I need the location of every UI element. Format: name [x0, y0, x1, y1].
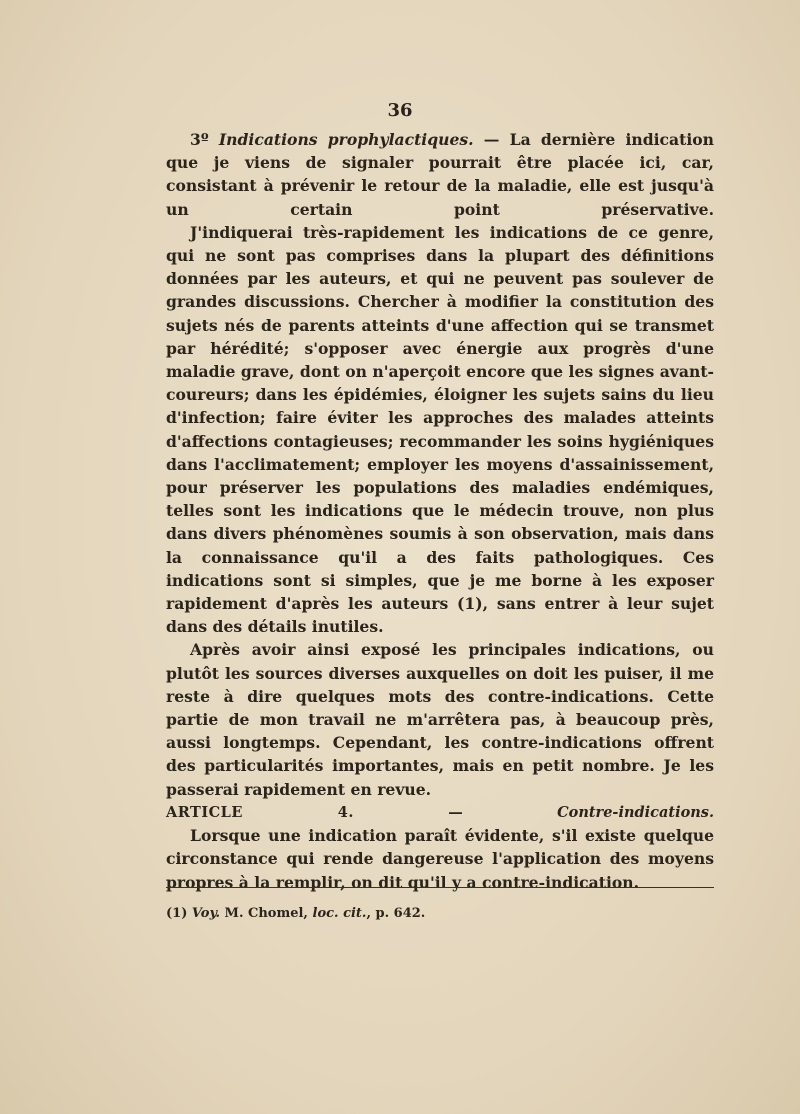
- footnote-page: , p. 642.: [366, 906, 426, 921]
- footnote-marker: (1): [166, 906, 192, 921]
- article-label: ARTICLE 4.: [166, 803, 354, 821]
- paragraph-contraindication: Lorsque une indication paraît évidente, s'il existe quelque circonstance qui rende dangereuse l'application des moyens propres à la remplir, on dit qu'il y a contre-indication.: [166, 826, 714, 892]
- section-number: 3º: [190, 130, 219, 149]
- paragraph-indications: J'indiquerai très-rapidement les indications de ce genre, qui ne sont pas comprises dans la plupart des définitions données par les auteurs, et qui ne peuvent pas soulever de grandes discussions. Chercher à modifier la constitution des sujets nés de parents atteints d'une affection qui se transmet par hérédité; s'opposer avec énergie aux progrès d'une maladie grave, dont on n'aperçoit encore que les signes avant-coureurs; dans les épidémies, éloigner les sujets sains du lieu d'infection; faire éviter les approches des malades atteints d'affections contagieuses; recommander les soins hygiéniques dans l'acclimatement; employer les moyens d'assainissement, pour préserver les populations des maladies endémiques, telles sont les indications que le médecin trouve, non plus dans divers phénomènes soumis à son observation, mais dans la connaissance qu'il a des faits pathologiques. Ces indications sont si simples, que je me borne à les exposer rapidement d'après les auteurs (1), sans entrer à leur sujet dans des détails inutiles.: [166, 222, 714, 637]
- body-text: [166, 128, 714, 894]
- section-title: Indications prophylactiques.: [218, 130, 474, 149]
- footnote-author: M. Chomel,: [220, 906, 313, 921]
- footnote: [166, 906, 714, 921]
- page-number: 36: [387, 100, 413, 121]
- footnote-loc: loc. cit.: [312, 906, 367, 921]
- article-dash: —: [353, 803, 558, 821]
- article-heading: [166, 801, 714, 824]
- paragraph-text: — La dernière indication que je viens de signaler pourrait être placée ici, car, consistant à prévenir le retour de la maladie, elle est jusqu'à un certain point préservative.: [166, 130, 714, 219]
- paragraph-transition: Après avoir ainsi exposé les principales indications, ou plutôt les sources diverses auxquelles on doit les puiser, il me reste à dire quelques mots des contre-indications. Cette partie de mon travail ne m'arrêtera pas, à beaucoup près, aussi longtemps. Cependant, les contre-indications offrent des particularités importantes, mais en petit nombre. Je les passerai rapidement en revue.: [166, 640, 714, 799]
- paragraph-prophylactic: [166, 128, 714, 221]
- article-title: Contre-indications.: [557, 803, 714, 821]
- footnote-divider: [166, 887, 714, 888]
- footnote-ref: Voy.: [191, 906, 221, 921]
